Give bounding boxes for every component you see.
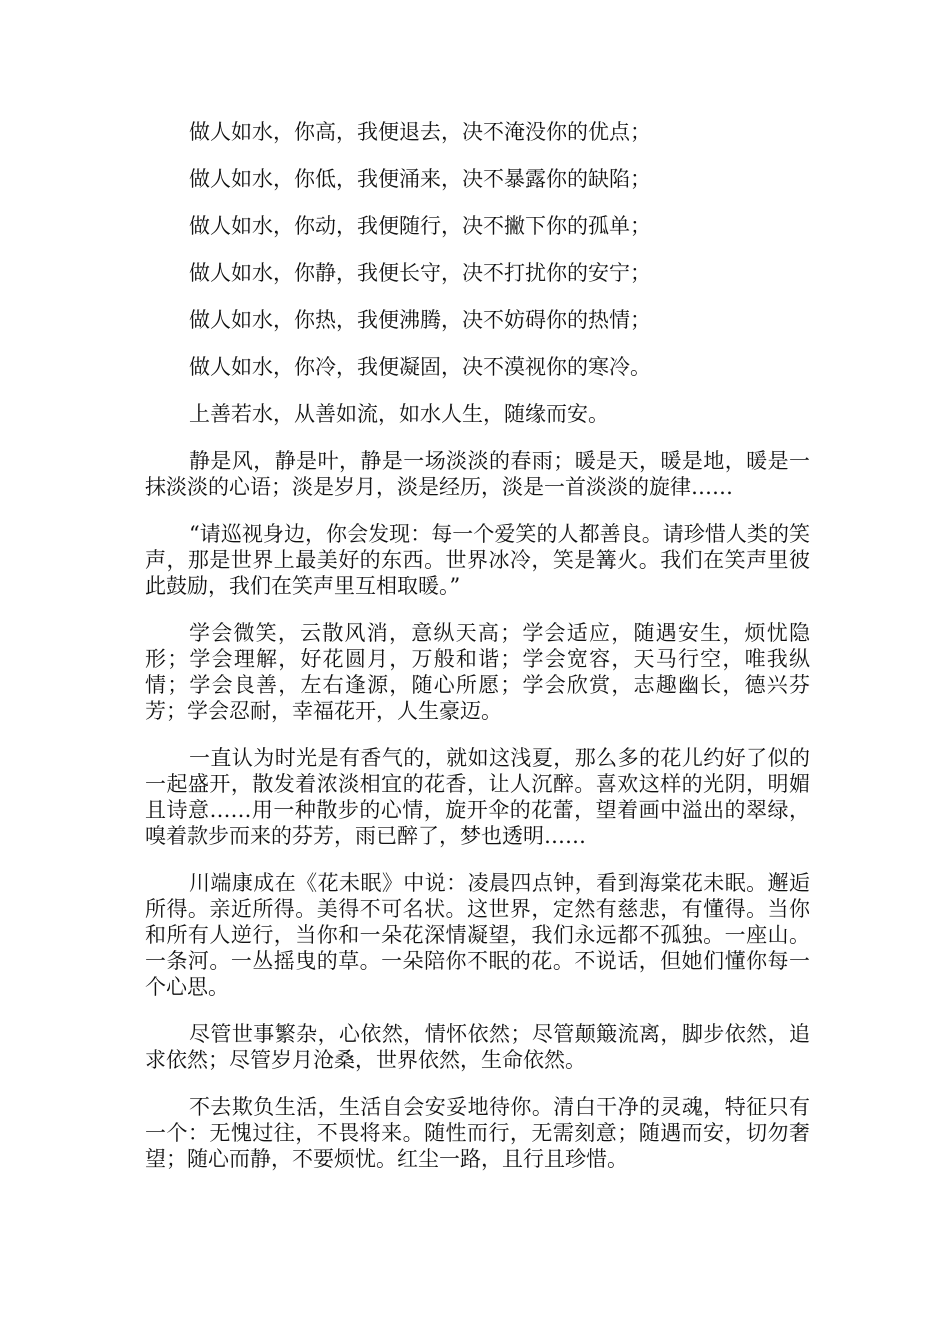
verse-line-6: 做人如水，你冷，我便凝固，决不漠视你的寒冷。 <box>189 355 651 379</box>
paragraph-2: “请巡视身边，你会发现：每一个爱笑的人都善良。请珍惜人类的笑声，那是世界上最美好的东西。世界冰冷，笑是篝火。我们在笑声里彼此鼓励，我们在笑声里互相取暖。” <box>145 522 810 598</box>
verse-line-3: 做人如水，你动，我便随行，决不撇下你的孤单； <box>189 214 651 238</box>
verse-line-1: 做人如水，你高，我便退去，决不淹没你的优点； <box>189 120 651 144</box>
verse-line-5: 做人如水，你热，我便沸腾，决不妨碍你的热情； <box>189 308 651 332</box>
paragraph-1: 静是风，静是叶，静是一场淡淡的春雨；暖是天，暖是地，暖是一抹淡淡的心语；淡是岁月，淡是经历，淡是一首淡淡的旋律…… <box>145 449 810 499</box>
document-body <box>145 119 810 1193</box>
paragraph-4: 一直认为时光是有香气的，就如这浅夏，那么多的花儿约好了似的一起盛开，散发着浓淡相宜的花香，让人沉醉。喜欢这样的光阴，明媚且诗意……用一种散步的心情，旋开伞的花蕾，望着画中溢出的翠绿，嗅着款步而来的芬芳，雨已醉了，梦也透明…… <box>145 746 810 848</box>
paragraph-6: 尽管世事繁杂，心依然，情怀依然；尽管颠簸流离，脚步依然，追求依然；尽管岁月沧桑，世界依然，生命依然。 <box>145 1022 810 1072</box>
paragraph-3: 学会微笑，云散风消，意纵天高；学会适应，随遇安生，烦忧隐形；学会理解，好花圆月，万般和谐；学会宽容，天马行空，唯我纵情；学会良善，左右逢源，随心所愿；学会欣赏，志趣幽长，德兴芬芳；学会忍耐，幸福花开，人生豪迈。 <box>145 621 810 723</box>
paragraph-7: 不去欺负生活，生活自会安妥地待你。清白干净的灵魂，特征只有一个：无愧过往，不畏将来。随性而行，无需刻意；随遇而安，切勿奢望；随心而静，不要烦忧。红尘一路，且行且珍惜。 <box>145 1095 810 1171</box>
paragraph-5: 川端康成在《花未眠》中说：凌晨四点钟，看到海棠花未眠。邂逅所得。亲近所得。美得不可名状。这世界，定然有慈悲，有懂得。当你和所有人逆行，当你和一朵花深情凝望，我们永远都不孤独。一座山。一条河。一丛摇曳的草。一朵陪你不眠的花。不说话，但她们懂你每一个心思。 <box>145 871 810 999</box>
verse-line-2: 做人如水，你低，我便涌来，决不暴露你的缺陷； <box>189 167 651 191</box>
verse-line-4: 做人如水，你静，我便长守，决不打扰你的安宁； <box>189 261 651 285</box>
verse-line-7: 上善若水，从善如流，如水人生，随缘而安。 <box>189 402 609 426</box>
